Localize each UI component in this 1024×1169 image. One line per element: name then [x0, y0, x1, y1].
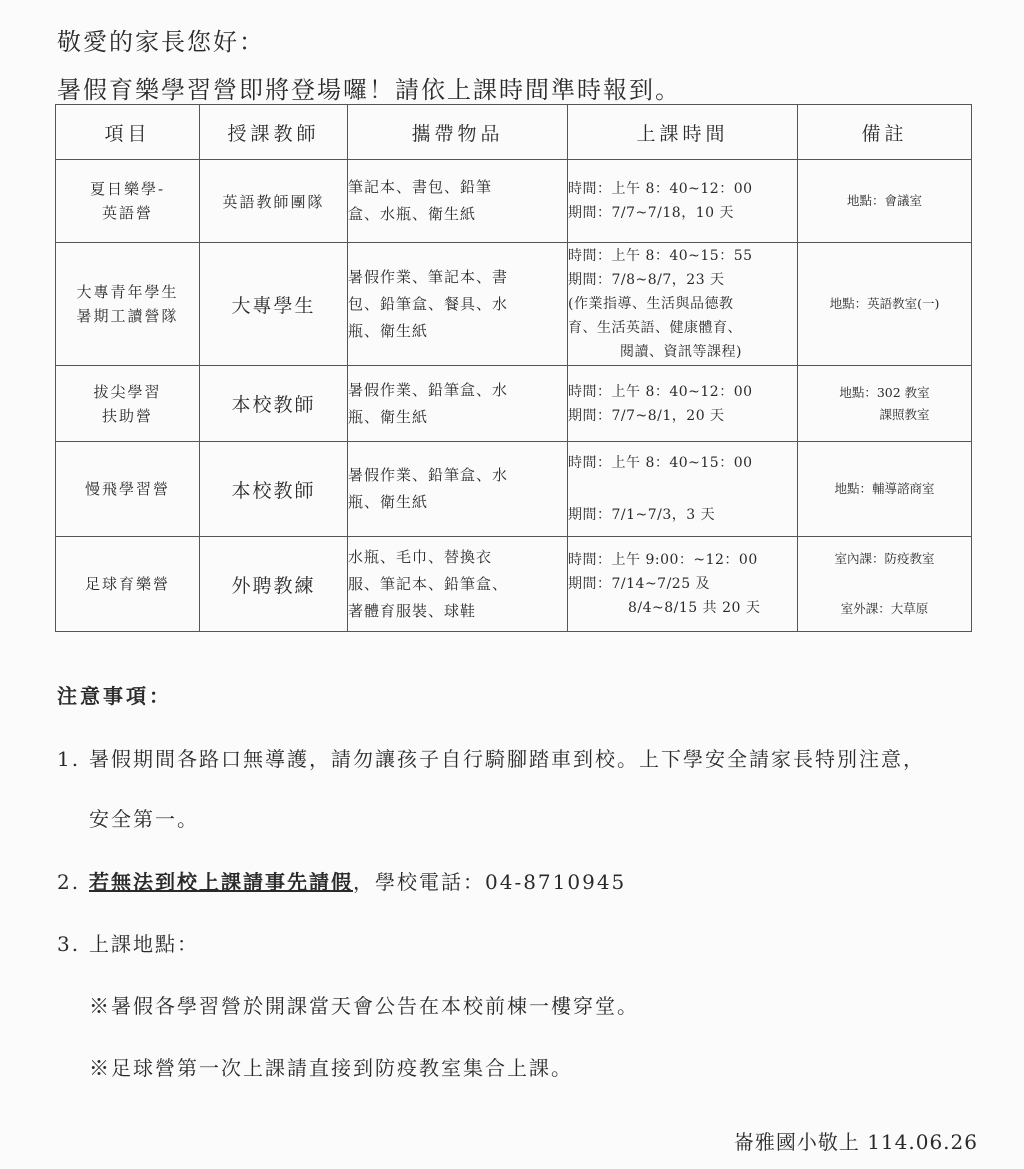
supplies-line: 暑假作業、鉛筆盒、水 — [348, 466, 509, 484]
intro-line: 暑假育樂學習營即將登場囉！請依上課時間準時報到。 — [57, 76, 681, 104]
note-spacer — [798, 570, 971, 598]
note-line: 地點：輔導諮商室 — [834, 481, 935, 496]
note-line: 地點：英語教室(一) — [829, 296, 940, 311]
notice-item-1-continued: 安全第一。 — [89, 807, 199, 831]
time-line: 時間：上午 8：40~12：00 — [568, 181, 753, 197]
note-line: 課照教室 — [879, 406, 930, 422]
header-note: 備註 — [798, 105, 972, 160]
time-line: (作業指導、生活與品德教 — [568, 296, 734, 312]
supplies-line: 著體育服裝、球鞋 — [348, 601, 477, 620]
location-note-2: ※足球營第一次上課請直接到防疫教室集合上課。 — [89, 1056, 573, 1080]
note-cell — [798, 243, 972, 366]
leave-request-notice: 若無法到校上課請事先請假 — [89, 870, 353, 894]
notice-text: 上課地點： — [89, 932, 199, 956]
header-supplies: 攜帶物品 — [348, 105, 568, 160]
supplies-line: 水瓶、毛巾、替換衣 — [348, 547, 493, 566]
camp-name-cell — [56, 442, 200, 537]
teacher-cell: 本校教師 — [200, 366, 348, 442]
supplies-cell — [348, 243, 568, 366]
time-line: 期間：7/7~7/18，10 天 — [568, 205, 734, 221]
supplies-cell — [348, 366, 568, 442]
teacher-cell: 本校教師 — [200, 442, 348, 537]
supplies-line: 瓶、衛生紙 — [348, 407, 429, 426]
time-line: 時間：上午 8：40~12：00 — [568, 383, 753, 400]
time-line: 育、生活英語、健康體育、 — [568, 320, 742, 336]
time-line: 期間：7/8~8/7，23 天 — [568, 272, 725, 288]
camp-schedule-table — [55, 104, 972, 632]
supplies-line: 暑假作業、筆記本、書 — [348, 267, 509, 286]
time-line: 時間：上午 9:00：~12：00 — [568, 552, 758, 568]
time-cell — [568, 442, 798, 537]
camp-name-line: 暑期工讀營隊 — [76, 307, 179, 325]
camp-name-line: 扶助營 — [101, 406, 153, 425]
camp-name-cell — [56, 243, 200, 366]
time-line: 期間：7/7~8/1，20 天 — [568, 407, 725, 424]
supplies-cell — [348, 537, 568, 632]
camp-name-line: 慢飛學習營 — [84, 480, 170, 498]
supplies-line: 瓶、衛生紙 — [348, 321, 429, 340]
camp-name-cell — [56, 537, 200, 632]
time-cell — [568, 537, 798, 632]
supplies-line: 服、筆記本、鉛筆盒、 — [348, 574, 509, 593]
supplies-line: 包、鉛筆盒、餐具、水 — [348, 294, 509, 313]
table-row — [56, 366, 972, 442]
note-line: 室外課：大草原 — [840, 601, 929, 616]
time-spacer — [568, 475, 797, 503]
table-row — [56, 243, 972, 366]
note-line: 室內課：防疫教室 — [834, 551, 935, 566]
time-line: 時間：上午 8：40~15：00 — [568, 455, 753, 471]
location-note-1: ※暑假各學習營於開課當天會公告在本校前棟一樓穿堂。 — [89, 994, 639, 1018]
camp-name-cell — [56, 160, 200, 243]
notice-number: 3. — [57, 932, 81, 956]
header-teacher: 授課教師 — [200, 105, 348, 160]
supplies-line: 暑假作業、鉛筆盒、水 — [348, 380, 509, 399]
table-row — [56, 442, 972, 537]
supplies-cell — [348, 160, 568, 243]
camp-name-line: 英語營 — [101, 204, 153, 222]
note-cell — [798, 442, 972, 537]
note-cell — [798, 537, 972, 632]
time-line: 期間：7/14~7/25 及 — [568, 576, 711, 592]
time-line: 8/4~8/15 共 20 天 — [628, 600, 761, 616]
table-row — [56, 537, 972, 632]
notice-item-1 — [57, 743, 925, 772]
teacher-cell: 大專學生 — [200, 243, 348, 366]
time-cell — [568, 160, 798, 243]
signature: 崙雅國小敬上 114.06.26 — [733, 1130, 978, 1154]
header-time: 上課時間 — [568, 105, 798, 160]
table-header-row — [56, 105, 972, 160]
time-line: 時間：上午 8：40~15：55 — [568, 248, 753, 264]
greeting: 敬愛的家長您好： — [57, 28, 265, 56]
notice-number: 2. — [57, 870, 81, 894]
camp-name-line: 夏日樂學- — [89, 180, 166, 198]
supplies-line: 盒、水瓶、衛生紙 — [348, 205, 477, 223]
school-phone: ，學校電話：04-8710945 — [353, 870, 627, 894]
header-item: 項目 — [56, 105, 200, 160]
supplies-cell — [348, 442, 568, 537]
notice-item-3 — [57, 928, 199, 957]
teacher-cell: 英語教師團隊 — [200, 160, 348, 243]
camp-name-line: 足球育樂營 — [84, 575, 170, 593]
table-row — [56, 160, 972, 243]
notice-item-2 — [57, 866, 626, 895]
time-cell — [568, 243, 798, 366]
camp-name-line: 大專青年學生 — [76, 283, 179, 301]
notice-number: 1. — [57, 747, 81, 771]
time-line: 閱讀、資訊等課程) — [620, 344, 742, 360]
camp-name-cell — [56, 366, 200, 442]
supplies-line: 筆記本、書包、鉛筆 — [348, 178, 493, 196]
supplies-line: 瓶、衛生紙 — [348, 493, 429, 511]
teacher-cell: 外聘教練 — [200, 537, 348, 632]
notice-text: 暑假期間各路口無導護，請勿讓孩子自行騎腳踏車到校。上下學安全請家長特別注意， — [89, 747, 925, 771]
time-cell — [568, 366, 798, 442]
note-line: 地點：302 教室 — [839, 384, 930, 400]
time-line: 期間：7/1~7/3，3 天 — [568, 507, 716, 523]
camp-name-line: 拔尖學習 — [93, 382, 162, 401]
notice-heading: 注意事項： — [57, 684, 172, 708]
note-cell — [798, 366, 972, 442]
note-line: 地點：會議室 — [846, 193, 922, 208]
note-cell — [798, 160, 972, 243]
